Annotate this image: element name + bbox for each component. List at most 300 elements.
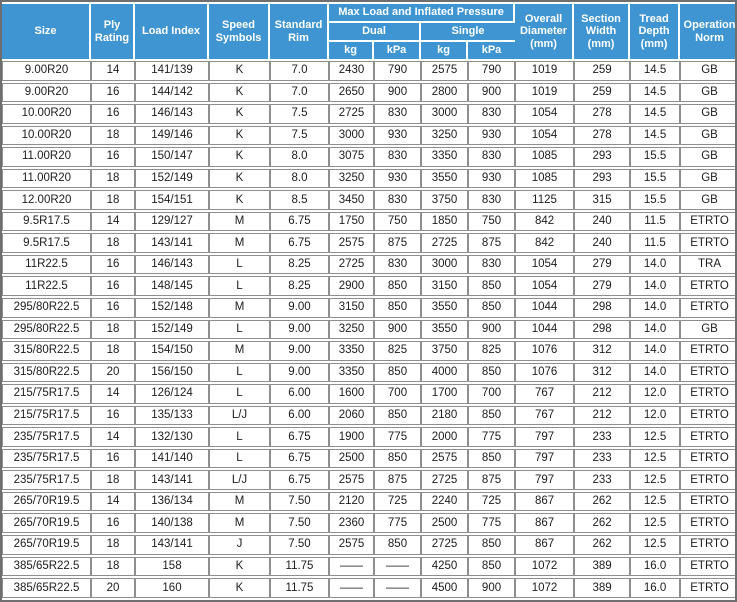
cell-load-index: 152/149 (135, 169, 209, 189)
cell-dual-kg: —— (329, 557, 374, 577)
cell-load-index: 146/143 (135, 104, 209, 124)
cell-dual-kg: 2360 (329, 513, 374, 533)
cell-speed-symbols: L (209, 427, 270, 447)
cell-operation-norm: ETRTO (680, 513, 737, 533)
cell-load-index: 129/127 (135, 212, 209, 232)
cell-dual-kpa: 850 (374, 298, 421, 318)
cell-size: 315/80R22.5 (2, 341, 91, 361)
cell-section-width: 212 (574, 406, 630, 426)
cell-tread-depth: 12.0 (630, 406, 680, 426)
cell-standard-rim: 9.00 (270, 298, 329, 318)
cell-speed-symbols: K (209, 190, 270, 210)
cell-tread-depth: 14.0 (630, 320, 680, 340)
header-overall-diameter: Overall Diameter (mm) (515, 4, 574, 59)
table-row (2, 470, 737, 490)
cell-single-kg: 3000 (421, 255, 468, 275)
cell-ply-rating: 16 (91, 513, 135, 533)
cell-ply-rating: 18 (91, 470, 135, 490)
cell-section-width: 233 (574, 470, 630, 490)
cell-tread-depth: 16.0 (630, 557, 680, 577)
cell-single-kg: 3250 (421, 126, 468, 146)
cell-standard-rim: 7.50 (270, 492, 329, 512)
cell-single-kpa: 775 (468, 513, 515, 533)
cell-speed-symbols: K (209, 147, 270, 167)
cell-dual-kg: 2575 (329, 470, 374, 490)
cell-single-kpa: 830 (468, 147, 515, 167)
cell-single-kg: 1850 (421, 212, 468, 232)
cell-operation-norm: GB (680, 83, 737, 103)
table-row (2, 233, 737, 253)
cell-dual-kg: 2575 (329, 535, 374, 555)
cell-single-kpa: 775 (468, 427, 515, 447)
cell-size: 295/80R22.5 (2, 298, 91, 318)
cell-size: 235/75R17.5 (2, 427, 91, 447)
cell-dual-kpa: 850 (374, 449, 421, 469)
cell-single-kpa: 900 (468, 578, 515, 598)
cell-ply-rating: 18 (91, 341, 135, 361)
cell-section-width: 262 (574, 535, 630, 555)
header-speed-symbols: Speed Symbols (209, 4, 270, 59)
cell-single-kpa: 900 (468, 83, 515, 103)
cell-standard-rim: 8.5 (270, 190, 329, 210)
table-row (2, 406, 737, 426)
table-row (2, 557, 737, 577)
cell-single-kg: 3150 (421, 276, 468, 296)
cell-section-width: 279 (574, 276, 630, 296)
cell-speed-symbols: K (209, 61, 270, 81)
cell-tread-depth: 16.0 (630, 578, 680, 598)
table-row (2, 147, 737, 167)
cell-speed-symbols: K (209, 169, 270, 189)
cell-dual-kg: 2430 (329, 61, 374, 81)
cell-section-width: 278 (574, 104, 630, 124)
cell-load-index: 154/150 (135, 341, 209, 361)
header-standard-rim: Standard Rim (270, 4, 329, 59)
cell-operation-norm: GB (680, 320, 737, 340)
cell-ply-rating: 18 (91, 126, 135, 146)
cell-size: 235/75R17.5 (2, 470, 91, 490)
cell-size: 11R22.5 (2, 276, 91, 296)
cell-standard-rim: 6.75 (270, 470, 329, 490)
cell-tread-depth: 14.5 (630, 104, 680, 124)
cell-tread-depth: 14.5 (630, 61, 680, 81)
cell-section-width: 262 (574, 513, 630, 533)
cell-dual-kg: 1750 (329, 212, 374, 232)
cell-standard-rim: 6.75 (270, 427, 329, 447)
cell-single-kpa: 850 (468, 276, 515, 296)
cell-dual-kpa: 875 (374, 233, 421, 253)
cell-standard-rim: 8.25 (270, 276, 329, 296)
cell-standard-rim: 6.00 (270, 384, 329, 404)
cell-dual-kpa: 725 (374, 492, 421, 512)
cell-tread-depth: 12.5 (630, 492, 680, 512)
cell-overall-diameter: 1054 (515, 126, 574, 146)
cell-tread-depth: 11.5 (630, 212, 680, 232)
cell-single-kpa: 825 (468, 341, 515, 361)
cell-load-index: 160 (135, 578, 209, 598)
cell-size: 10.00R20 (2, 104, 91, 124)
cell-dual-kpa: 930 (374, 126, 421, 146)
cell-overall-diameter: 1125 (515, 190, 574, 210)
table-row (2, 492, 737, 512)
cell-section-width: 293 (574, 147, 630, 167)
cell-section-width: 298 (574, 298, 630, 318)
cell-ply-rating: 14 (91, 61, 135, 81)
cell-standard-rim: 9.00 (270, 363, 329, 383)
cell-overall-diameter: 867 (515, 492, 574, 512)
cell-speed-symbols: K (209, 126, 270, 146)
cell-load-index: 141/139 (135, 61, 209, 81)
cell-standard-rim: 8.0 (270, 169, 329, 189)
cell-dual-kg: 1600 (329, 384, 374, 404)
cell-tread-depth: 12.0 (630, 384, 680, 404)
table-row (2, 363, 737, 383)
cell-dual-kg: 3350 (329, 363, 374, 383)
table-row (2, 320, 737, 340)
cell-size: 265/70R19.5 (2, 535, 91, 555)
cell-single-kg: 2725 (421, 233, 468, 253)
cell-operation-norm: TRA (680, 255, 737, 275)
cell-speed-symbols: L (209, 384, 270, 404)
cell-dual-kg: 2120 (329, 492, 374, 512)
cell-single-kpa: 930 (468, 126, 515, 146)
cell-load-index: 152/149 (135, 320, 209, 340)
cell-size: 9.00R20 (2, 61, 91, 81)
cell-speed-symbols: K (209, 557, 270, 577)
cell-ply-rating: 14 (91, 427, 135, 447)
cell-speed-symbols: M (209, 513, 270, 533)
cell-dual-kpa: 750 (374, 212, 421, 232)
cell-single-kpa: 875 (468, 233, 515, 253)
cell-ply-rating: 18 (91, 320, 135, 340)
cell-standard-rim: 6.75 (270, 233, 329, 253)
cell-single-kpa: 830 (468, 104, 515, 124)
cell-standard-rim: 7.5 (270, 126, 329, 146)
cell-overall-diameter: 1072 (515, 557, 574, 577)
cell-ply-rating: 18 (91, 190, 135, 210)
cell-section-width: 259 (574, 61, 630, 81)
header-size: Size (2, 4, 91, 59)
cell-overall-diameter: 1044 (515, 298, 574, 318)
table-row (2, 61, 737, 81)
header-dual-kpa: kPa (374, 42, 421, 59)
cell-standard-rim: 8.25 (270, 255, 329, 275)
cell-standard-rim: 9.00 (270, 320, 329, 340)
header-operation-norm: Operation Norm (680, 4, 737, 59)
cell-size: 385/65R22.5 (2, 578, 91, 598)
table-row (2, 578, 737, 598)
cell-overall-diameter: 1085 (515, 169, 574, 189)
cell-tread-depth: 12.5 (630, 535, 680, 555)
table-row (2, 212, 737, 232)
cell-section-width: 315 (574, 190, 630, 210)
cell-operation-norm: ETRTO (680, 233, 737, 253)
header-dual: Dual (329, 23, 421, 40)
cell-operation-norm: ETRTO (680, 492, 737, 512)
cell-single-kpa: 725 (468, 492, 515, 512)
cell-speed-symbols: L (209, 449, 270, 469)
cell-dual-kg: —— (329, 578, 374, 598)
cell-speed-symbols: L (209, 255, 270, 275)
cell-single-kpa: 850 (468, 449, 515, 469)
cell-speed-symbols: M (209, 341, 270, 361)
cell-operation-norm: ETRTO (680, 557, 737, 577)
cell-load-index: 143/141 (135, 535, 209, 555)
cell-overall-diameter: 1054 (515, 255, 574, 275)
cell-dual-kpa: —— (374, 557, 421, 577)
cell-dual-kg: 2575 (329, 233, 374, 253)
cell-dual-kg: 2725 (329, 255, 374, 275)
cell-overall-diameter: 1044 (515, 320, 574, 340)
table-row (2, 126, 737, 146)
table-row (2, 513, 737, 533)
cell-section-width: 212 (574, 384, 630, 404)
cell-single-kg: 2575 (421, 449, 468, 469)
cell-dual-kg: 3000 (329, 126, 374, 146)
cell-load-index: 136/134 (135, 492, 209, 512)
cell-tread-depth: 12.5 (630, 470, 680, 490)
cell-single-kpa: 930 (468, 169, 515, 189)
cell-size: 235/75R17.5 (2, 449, 91, 469)
cell-single-kg: 2725 (421, 535, 468, 555)
cell-tread-depth: 15.5 (630, 169, 680, 189)
cell-size: 12.00R20 (2, 190, 91, 210)
cell-tread-depth: 14.5 (630, 126, 680, 146)
cell-dual-kg: 3250 (329, 320, 374, 340)
cell-tread-depth: 14.0 (630, 341, 680, 361)
table-row (2, 255, 737, 275)
cell-overall-diameter: 1054 (515, 276, 574, 296)
cell-operation-norm: GB (680, 126, 737, 146)
cell-ply-rating: 14 (91, 492, 135, 512)
cell-standard-rim: 11.75 (270, 578, 329, 598)
cell-standard-rim: 7.50 (270, 513, 329, 533)
cell-operation-norm: ETRTO (680, 363, 737, 383)
cell-tread-depth: 14.0 (630, 255, 680, 275)
cell-single-kpa: 850 (468, 406, 515, 426)
cell-load-index: 143/141 (135, 470, 209, 490)
cell-tread-depth: 14.0 (630, 363, 680, 383)
cell-dual-kpa: 850 (374, 406, 421, 426)
cell-section-width: 262 (574, 492, 630, 512)
cell-size: 265/70R19.5 (2, 492, 91, 512)
cell-standard-rim: 11.75 (270, 557, 329, 577)
cell-operation-norm: GB (680, 61, 737, 81)
cell-section-width: 278 (574, 126, 630, 146)
cell-load-index: 149/146 (135, 126, 209, 146)
cell-tread-depth: 14.0 (630, 276, 680, 296)
cell-dual-kg: 1900 (329, 427, 374, 447)
cell-ply-rating: 16 (91, 449, 135, 469)
cell-dual-kpa: 700 (374, 384, 421, 404)
header-max-load-group: Max Load and Inflated Pressure (329, 4, 515, 21)
cell-single-kg: 3750 (421, 190, 468, 210)
cell-single-kg: 2725 (421, 470, 468, 490)
cell-dual-kg: 3150 (329, 298, 374, 318)
cell-overall-diameter: 1076 (515, 363, 574, 383)
cell-standard-rim: 6.00 (270, 406, 329, 426)
cell-overall-diameter: 867 (515, 513, 574, 533)
cell-dual-kpa: 900 (374, 83, 421, 103)
cell-overall-diameter: 767 (515, 384, 574, 404)
cell-dual-kpa: 900 (374, 320, 421, 340)
tire-spec-table (2, 2, 737, 600)
cell-ply-rating: 14 (91, 212, 135, 232)
cell-dual-kpa: 830 (374, 147, 421, 167)
cell-tread-depth: 15.5 (630, 190, 680, 210)
cell-single-kg: 4250 (421, 557, 468, 577)
cell-operation-norm: GB (680, 169, 737, 189)
cell-section-width: 233 (574, 427, 630, 447)
cell-section-width: 259 (574, 83, 630, 103)
cell-overall-diameter: 842 (515, 233, 574, 253)
cell-dual-kpa: 875 (374, 470, 421, 490)
table-row (2, 298, 737, 318)
cell-dual-kpa: 830 (374, 190, 421, 210)
cell-operation-norm: GB (680, 147, 737, 167)
cell-standard-rim: 7.0 (270, 83, 329, 103)
cell-standard-rim: 7.0 (270, 61, 329, 81)
cell-single-kg: 3550 (421, 298, 468, 318)
cell-dual-kg: 3350 (329, 341, 374, 361)
cell-single-kg: 3000 (421, 104, 468, 124)
cell-single-kg: 2000 (421, 427, 468, 447)
cell-size: 385/65R22.5 (2, 557, 91, 577)
table-row (2, 535, 737, 555)
cell-single-kg: 4000 (421, 363, 468, 383)
cell-single-kpa: 850 (468, 298, 515, 318)
header-single-kpa: kPa (468, 42, 515, 59)
cell-dual-kpa: 775 (374, 427, 421, 447)
cell-tread-depth: 12.5 (630, 427, 680, 447)
header-dual-kg: kg (329, 42, 374, 59)
cell-standard-rim: 8.0 (270, 147, 329, 167)
cell-dual-kpa: 790 (374, 61, 421, 81)
header-load-index: Load Index (135, 4, 209, 59)
table-row (2, 276, 737, 296)
cell-load-index: 135/133 (135, 406, 209, 426)
cell-load-index: 150/147 (135, 147, 209, 167)
cell-single-kpa: 790 (468, 61, 515, 81)
cell-tread-depth: 12.5 (630, 513, 680, 533)
cell-speed-symbols: M (209, 233, 270, 253)
cell-standard-rim: 7.5 (270, 104, 329, 124)
cell-speed-symbols: L/J (209, 470, 270, 490)
cell-ply-rating: 16 (91, 255, 135, 275)
cell-load-index: 144/142 (135, 83, 209, 103)
cell-speed-symbols: L/J (209, 406, 270, 426)
cell-tread-depth: 11.5 (630, 233, 680, 253)
table-row (2, 83, 737, 103)
header-single-kg: kg (421, 42, 468, 59)
cell-ply-rating: 14 (91, 384, 135, 404)
cell-size: 11.00R20 (2, 147, 91, 167)
table-body (2, 61, 737, 598)
cell-operation-norm: ETRTO (680, 427, 737, 447)
cell-single-kg: 2575 (421, 61, 468, 81)
table-row (2, 190, 737, 210)
cell-single-kg: 2180 (421, 406, 468, 426)
table-row (2, 104, 737, 124)
table-row (2, 449, 737, 469)
cell-ply-rating: 16 (91, 298, 135, 318)
cell-speed-symbols: L (209, 276, 270, 296)
cell-speed-symbols: K (209, 578, 270, 598)
cell-size: 11R22.5 (2, 255, 91, 275)
header-single: Single (421, 23, 515, 40)
cell-dual-kg: 3250 (329, 169, 374, 189)
cell-operation-norm: ETRTO (680, 276, 737, 296)
cell-load-index: 126/124 (135, 384, 209, 404)
cell-single-kg: 3550 (421, 169, 468, 189)
cell-load-index: 158 (135, 557, 209, 577)
cell-speed-symbols: M (209, 492, 270, 512)
cell-standard-rim: 6.75 (270, 449, 329, 469)
cell-operation-norm: ETRTO (680, 298, 737, 318)
cell-load-index: 143/141 (135, 233, 209, 253)
cell-operation-norm: GB (680, 190, 737, 210)
header-tread-depth: Tread Depth (mm) (630, 4, 680, 59)
cell-speed-symbols: M (209, 298, 270, 318)
cell-overall-diameter: 1019 (515, 61, 574, 81)
cell-single-kg: 2500 (421, 513, 468, 533)
cell-size: 265/70R19.5 (2, 513, 91, 533)
cell-standard-rim: 6.75 (270, 212, 329, 232)
cell-overall-diameter: 1072 (515, 578, 574, 598)
cell-section-width: 240 (574, 233, 630, 253)
cell-dual-kpa: 775 (374, 513, 421, 533)
table-row (2, 169, 737, 189)
cell-operation-norm: ETRTO (680, 578, 737, 598)
cell-single-kpa: 700 (468, 384, 515, 404)
table-row (2, 384, 737, 404)
cell-section-width: 312 (574, 363, 630, 383)
cell-size: 10.00R20 (2, 126, 91, 146)
cell-speed-symbols: J (209, 535, 270, 555)
cell-size: 9.5R17.5 (2, 212, 91, 232)
cell-load-index: 154/151 (135, 190, 209, 210)
cell-section-width: 389 (574, 578, 630, 598)
cell-operation-norm: ETRTO (680, 212, 737, 232)
cell-dual-kpa: 850 (374, 535, 421, 555)
cell-section-width: 233 (574, 449, 630, 469)
cell-load-index: 140/138 (135, 513, 209, 533)
cell-overall-diameter: 842 (515, 212, 574, 232)
table-row (2, 341, 737, 361)
cell-single-kg: 2240 (421, 492, 468, 512)
cell-single-kpa: 830 (468, 190, 515, 210)
cell-dual-kg: 3075 (329, 147, 374, 167)
cell-dual-kg: 2900 (329, 276, 374, 296)
cell-tread-depth: 14.5 (630, 83, 680, 103)
cell-ply-rating: 16 (91, 147, 135, 167)
cell-overall-diameter: 1085 (515, 147, 574, 167)
cell-section-width: 389 (574, 557, 630, 577)
cell-dual-kpa: 850 (374, 276, 421, 296)
cell-dual-kpa: 930 (374, 169, 421, 189)
cell-speed-symbols: L (209, 320, 270, 340)
cell-single-kpa: 830 (468, 255, 515, 275)
cell-operation-norm: ETRTO (680, 341, 737, 361)
cell-section-width: 279 (574, 255, 630, 275)
cell-dual-kpa: —— (374, 578, 421, 598)
cell-dual-kg: 2725 (329, 104, 374, 124)
cell-overall-diameter: 797 (515, 470, 574, 490)
cell-single-kpa: 850 (468, 363, 515, 383)
cell-tread-depth: 12.5 (630, 449, 680, 469)
cell-load-index: 132/130 (135, 427, 209, 447)
cell-section-width: 293 (574, 169, 630, 189)
